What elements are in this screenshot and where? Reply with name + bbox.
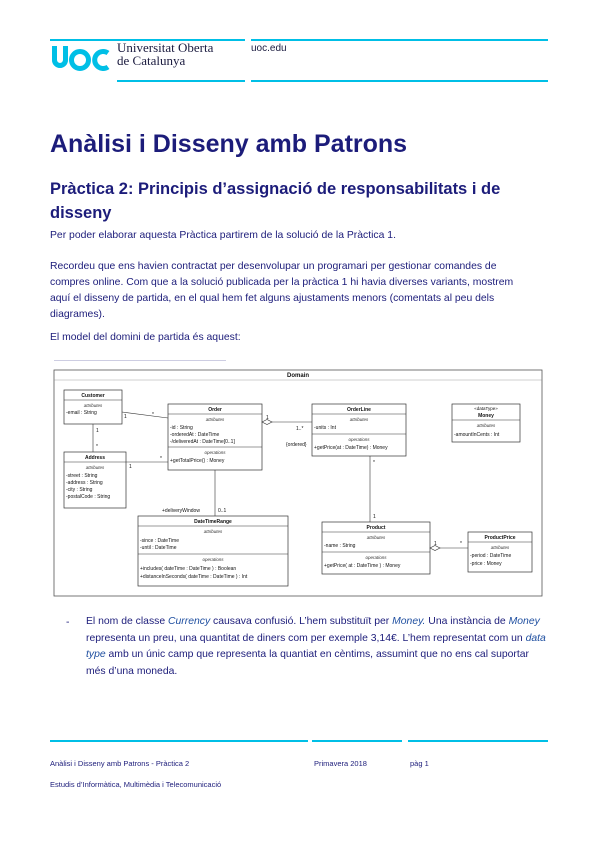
svg-text:-city : String: -city : String (66, 487, 93, 493)
svg-text:attributes: attributes (205, 417, 225, 422)
package-label: Domain (286, 373, 310, 379)
svg-text:-units : Int: -units : Int (314, 425, 336, 431)
term-money-2: Money (508, 616, 540, 627)
class-money (452, 404, 520, 442)
svg-text:1: 1 (96, 428, 99, 434)
footer-rule-left (50, 740, 308, 742)
svg-text:-amountInCents : Int: -amountInCents : Int (454, 432, 500, 438)
svg-text:1: 1 (124, 414, 127, 420)
footer-school: Estudis d’Informàtica, Multimèdia i Telecomunicació (50, 780, 222, 789)
header-bottom-rule (117, 80, 245, 82)
svg-text:operations: operations (204, 450, 226, 455)
svg-text:-until : DateTime: -until : DateTime (140, 545, 177, 551)
svg-text:attributes: attributes (366, 535, 386, 540)
svg-text:Money: Money (478, 413, 494, 419)
svg-text:{ordered}: {ordered} (286, 442, 307, 448)
svg-text:«dataType»: «dataType» (474, 406, 498, 411)
svg-text:attributes: attributes (490, 545, 510, 550)
header-top-rule-right (251, 39, 548, 41)
university-line1: Universitat Oberta (117, 40, 214, 55)
svg-text:*: * (460, 541, 462, 547)
svg-text:-address : String: -address : String (66, 480, 103, 486)
footer-document-name: Anàlisi i Disseny amb Patrons - Pràctica 2 (50, 759, 190, 768)
class-order (168, 404, 262, 470)
uoc-logo (50, 40, 112, 78)
page-subtitle: Pràctica 2: Principis d’assignació de responsabilitats i de disseny (50, 180, 501, 222)
svg-text:1: 1 (434, 541, 437, 547)
svg-text:1: 1 (129, 464, 132, 470)
svg-text:-id : String: -id : String (170, 425, 193, 431)
class-product (322, 522, 430, 574)
term-currency: Currency (168, 616, 211, 627)
svg-text:Product: Product (366, 525, 386, 531)
svg-text:*: * (96, 444, 98, 450)
svg-text:+getPrice( at : DateTime ) : M: +getPrice( at : DateTime ) : Money (324, 563, 401, 569)
svg-text:Address: Address (84, 455, 106, 461)
svg-text:-name : String: -name : String (324, 543, 356, 549)
svg-text:attributes: attributes (203, 529, 223, 534)
svg-text:-orderedAt : DateTime: -orderedAt : DateTime (170, 432, 220, 438)
svg-text:attributes: attributes (83, 403, 103, 408)
svg-text:-street : String: -street : String (66, 473, 98, 479)
svg-text:+distanceInSeconds( dateTime :: +distanceInSeconds( dateTime : DateTime ) : Int (140, 574, 248, 580)
university-name (117, 41, 213, 67)
svg-text:-email : String: -email : String (66, 410, 97, 416)
svg-text:operations: operations (365, 555, 387, 560)
svg-text:*: * (373, 460, 375, 466)
svg-text:Order: Order (208, 407, 222, 413)
page-title: Anàlisi i Disseny amb Patrons (50, 130, 408, 158)
svg-text:*: * (160, 456, 162, 462)
svg-text:0..1: 0..1 (218, 508, 227, 514)
svg-text:-since : DateTime: -since : DateTime (140, 538, 179, 544)
class-customer (64, 390, 122, 424)
bullet-text: El nom de classe Currency causava confusió. L’hem substituït per Money. Una instància de Money representa un preu, una quantitat de diners com per exemple 3,14€. L’hem representat com un data type amb un únic camp que representa la quantiat en cèntims, assumint que no ens cal suportar més d’una moneda. (86, 616, 546, 677)
svg-text:ProductPrice: ProductPrice (484, 535, 516, 541)
term-data-type: data type (86, 632, 546, 660)
svg-text:attributes: attributes (349, 417, 369, 422)
domain-model-diagram (50, 360, 545, 598)
svg-text:1..*: 1..* (296, 426, 304, 432)
footer-rule-right (408, 740, 548, 742)
svg-text:operations: operations (202, 557, 224, 562)
footer-page-number: pàg 1 (410, 759, 429, 768)
svg-text:+includes( dateTime : DateTime: +includes( dateTime : DateTime ) : Boolean (140, 566, 237, 572)
svg-text:1: 1 (266, 415, 269, 421)
svg-text:+deliveryWindow: +deliveryWindow (162, 508, 200, 514)
svg-text:DateTimeRange: DateTimeRange (194, 519, 232, 525)
context-paragraph: Recordeu que ens havien contractat per desenvolupar un programari per gestionar comandes de compres online. Com que a la solució publicada per la pràctica 1 hi havia diverses variants, mostrem aquí el disseny de partida, en el qual hem fet alguns ajustaments menors (comentats al peu dels diagrames). (50, 261, 514, 320)
svg-text:OrderLine: OrderLine (347, 407, 371, 413)
class-productprice (468, 532, 532, 572)
svg-text:attributes: attributes (476, 423, 496, 428)
svg-text:*: * (152, 412, 154, 418)
svg-text:attributes: attributes (85, 465, 105, 470)
svg-text:-/deliveredAt : DateTime[0..1]: -/deliveredAt : DateTime[0..1] (170, 439, 235, 445)
class-orderline (312, 404, 406, 456)
svg-text:+getPrice(at : DateTime) : Mon: +getPrice(at : DateTime) : Money (314, 445, 388, 451)
university-line2: de Catalunya (117, 53, 186, 68)
footer-rule-mid (312, 740, 402, 742)
class-address (64, 452, 126, 508)
bullet-dash: - (66, 617, 70, 628)
term-money: Money. (392, 616, 426, 627)
svg-text:-period : DateTime: -period : DateTime (470, 553, 512, 559)
svg-text:1: 1 (373, 514, 376, 520)
intro-paragraph: Per poder elaborar aquesta Pràctica partirem de la solució de la Pràctica 1. (50, 230, 396, 241)
svg-text:Customer: Customer (81, 393, 105, 399)
svg-text:operations: operations (348, 437, 370, 442)
svg-text:-price : Money: -price : Money (470, 561, 502, 567)
header-bottom-rule-right (251, 80, 548, 82)
svg-text:-postalCode : String: -postalCode : String (66, 494, 111, 500)
class-datetimerange (138, 516, 288, 586)
footer-term: Primavera 2018 (314, 759, 367, 768)
domain-model-intro: El model del domini de partida és aquest: (50, 332, 241, 343)
svg-text:+getTotalPrice() : Money: +getTotalPrice() : Money (170, 458, 225, 464)
uoc-url-link[interactable]: uoc.edu (251, 43, 287, 54)
